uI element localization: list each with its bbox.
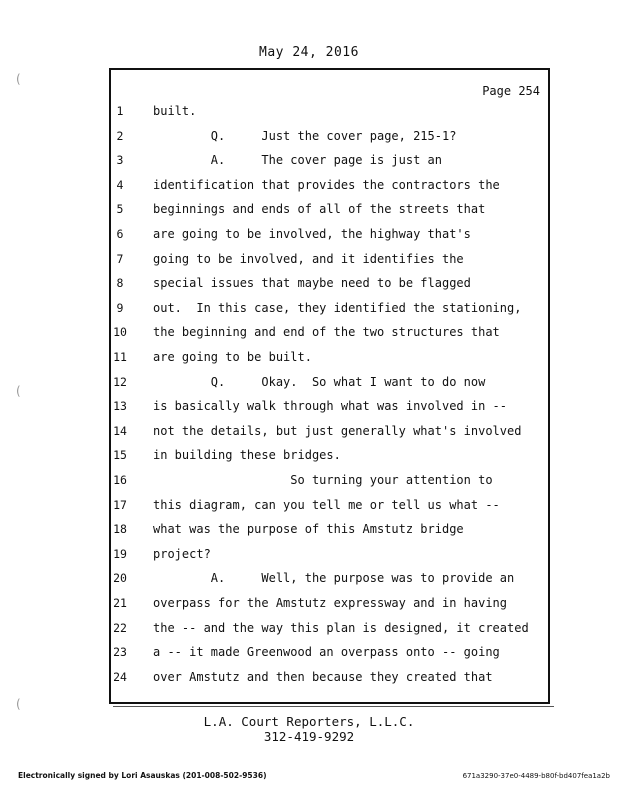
- line-text: A. Well, the purpose was to provide an: [153, 571, 515, 585]
- hole-mark-bottom: (: [16, 697, 21, 711]
- line-number: 8: [116, 276, 124, 290]
- line-text: out. In this case, they identified the stationing,: [153, 301, 522, 315]
- line-number: 23: [113, 645, 127, 659]
- line-text: special issues that maybe need to be flagged: [153, 276, 471, 290]
- line-number: 20: [113, 571, 127, 585]
- line-text: A. The cover page is just an: [153, 153, 442, 167]
- hole-mark-mid: (: [16, 384, 21, 398]
- line-text: the -- and the way this plan is designed, it created: [153, 621, 529, 635]
- header-date: May 24, 2016: [259, 45, 359, 60]
- line-number: 11: [113, 350, 127, 364]
- footer-company: L.A. Court Reporters, L.L.C.: [203, 714, 415, 729]
- footer-phone: 312-419-9292: [263, 729, 355, 744]
- line-number: 5: [116, 202, 124, 216]
- line-text: the beginning and end of the two structures that: [153, 325, 500, 339]
- line-text: built.: [153, 104, 197, 118]
- esign-line: Electronically signed by Lori Asauskas (201-008-502-9536): [18, 771, 267, 780]
- line-number: 10: [113, 325, 127, 339]
- line-text: identification that provides the contractors the: [153, 178, 500, 192]
- line-number: 4: [116, 178, 124, 192]
- line-number: 16: [113, 473, 127, 487]
- line-text: Q. Okay. So what I want to do now: [153, 375, 486, 389]
- line-number: 18: [113, 522, 127, 536]
- line-text: this diagram, can you tell me or tell us what --: [153, 498, 500, 512]
- hole-mark-top: (: [16, 72, 21, 86]
- line-text: what was the purpose of this Amstutz bridge: [153, 522, 464, 536]
- line-number: 2: [116, 129, 124, 143]
- line-text: over Amstutz and then because they created that: [153, 670, 493, 684]
- line-text: overpass for the Amstutz expressway and in having: [153, 596, 508, 610]
- line-text: Q. Just the cover page, 215-1?: [153, 129, 457, 143]
- line-number: 15: [113, 448, 127, 462]
- line-number: 13: [113, 399, 127, 413]
- line-number: 3: [116, 153, 124, 167]
- page-label: Page 254: [482, 84, 540, 98]
- line-number: 24: [113, 670, 127, 684]
- line-number: 19: [113, 547, 127, 561]
- line-text: in building these bridges.: [153, 448, 341, 462]
- document-id: 671a3290-37e0-4489-b80f-bd407fea1a2b: [462, 772, 610, 780]
- line-number: 7: [116, 252, 124, 266]
- line-number: 12: [113, 375, 127, 389]
- line-number: 22: [113, 621, 127, 635]
- line-text: not the details, but just generally what's involved: [153, 424, 522, 438]
- line-number: 21: [113, 596, 127, 610]
- line-text: a -- it made Greenwood an overpass onto -- going: [153, 645, 500, 659]
- line-text: going to be involved, and it identifies the: [153, 252, 464, 266]
- line-text: are going to be built.: [153, 350, 312, 364]
- line-text: are going to be involved, the highway that's: [153, 227, 471, 241]
- line-text: project?: [153, 547, 211, 561]
- line-text: is basically walk through what was involved in --: [153, 399, 508, 413]
- line-number: 17: [113, 498, 127, 512]
- line-number: 6: [116, 227, 124, 241]
- line-number: 14: [113, 424, 127, 438]
- line-text: So turning your attention to: [153, 473, 493, 487]
- line-text: beginnings and ends of all of the streets that: [153, 202, 486, 216]
- line-number: 1: [116, 104, 124, 118]
- line-number: 9: [116, 301, 124, 315]
- box-shadow-line: [113, 706, 554, 707]
